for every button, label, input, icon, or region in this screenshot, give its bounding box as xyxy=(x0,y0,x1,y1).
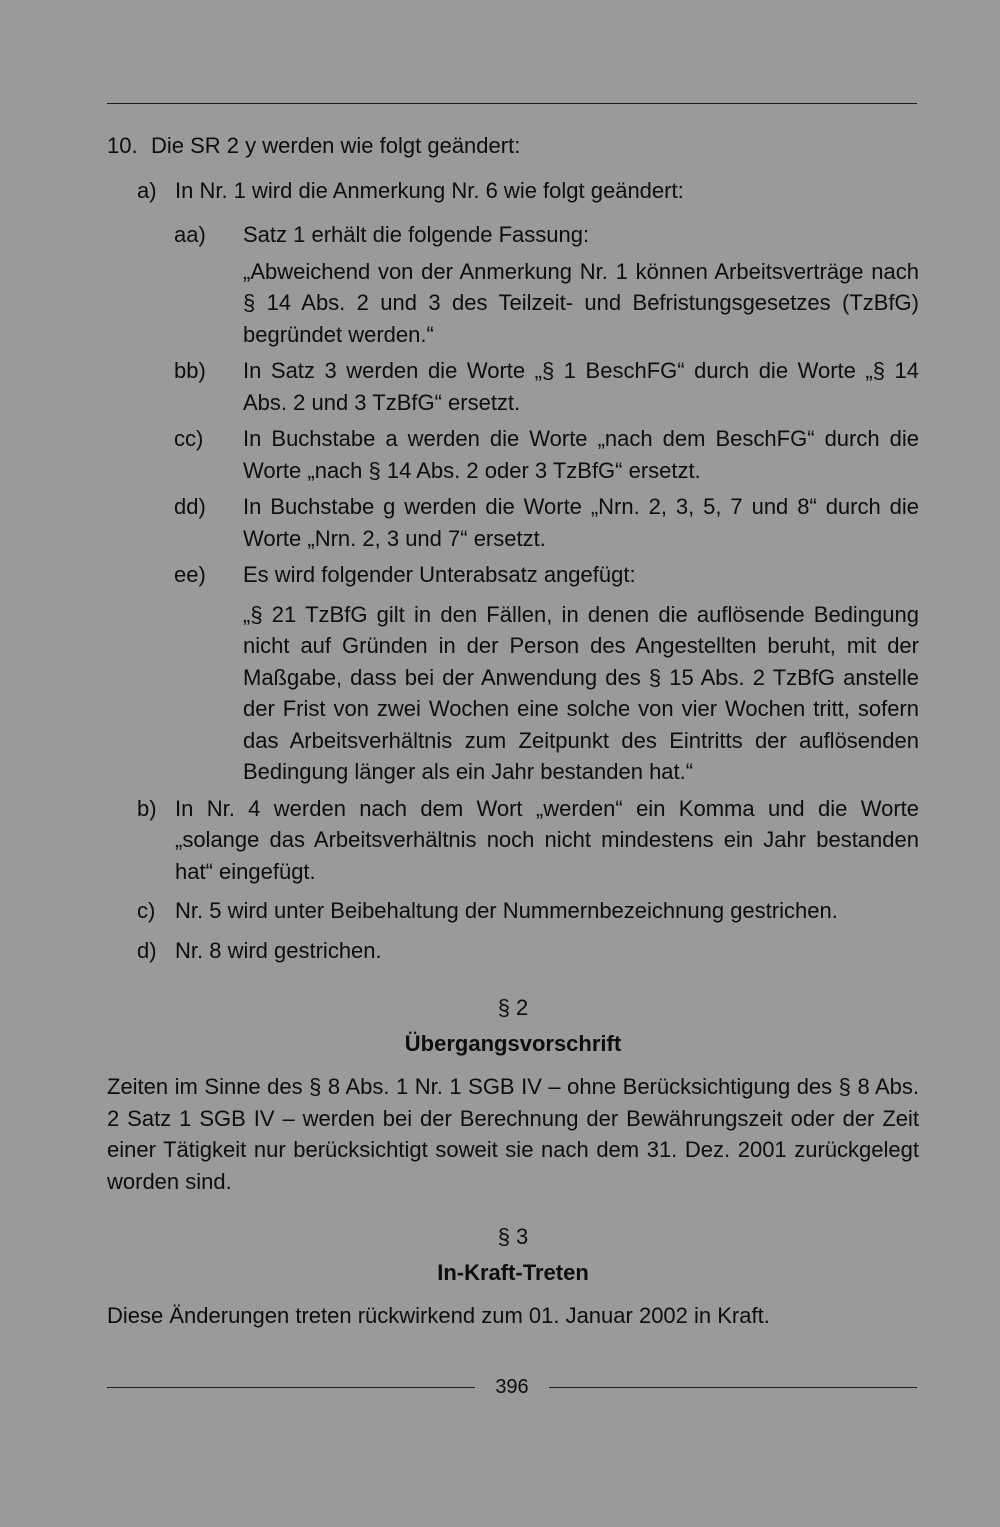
subsubitem-text: Satz 1 erhält die folgende Fassung: xyxy=(243,222,590,247)
quote-ee: „§ 21 TzBfG gilt in den Fällen, in denen die auflösende Bedingung nicht auf Gründen in der Person des Angestellten beruht, mit der Maßgabe, dass bei der Anwendung des § 15 Abs. 2 TzBfG anstelle der Frist von zwei Wochen eine solche von vier Wochen tritt, sofern das Arbeitsverhältnis zum Zeitpunkt des Eintritts der auflösenden Bedingung länger als ein Jahr bestanden hat.“ xyxy=(243,601,919,784)
subitem-label: d) xyxy=(137,937,157,963)
subsubitem-text: Es wird folgender Unterabsatz angefügt: xyxy=(243,562,636,587)
top-rule xyxy=(107,103,917,104)
section-3-sign: § 3 xyxy=(497,1224,529,1249)
item-number: 10. xyxy=(107,133,138,158)
subsubitem-label: dd) xyxy=(174,494,206,519)
subsubitem-text: In Buchstabe a werden die Worte „nach dem BeschFG“ durch die Worte „nach § 14 Abs. 2 oder 3 TzBfG“ ersetzt. xyxy=(243,426,919,483)
section-3-text: Diese Änderungen treten rückwirkend zum 01. Januar 2002 in Kraft. xyxy=(107,1303,770,1328)
subsubitem-label: cc) xyxy=(174,426,204,451)
subsubitem-aa xyxy=(107,219,919,251)
section-2-text: Zeiten im Sinne des § 8 Abs. 1 Nr. 1 SGB IV – ohne Berücksichtigung des § 8 Abs. 2 Satz 1 SGB IV – werden bei der Berechnung der Bewährungszeit oder der Zeit einer Tätigkeit nur berücksichtigt soweit sie nach dem 31. Dez. 2001 zurückgelegt worden sind. xyxy=(107,1074,919,1194)
subitem-text: In Nr. 1 wird die Anmerkung Nr. 6 wie folgt geändert: xyxy=(175,177,684,203)
section-3-heading: In-Kraft-Treten xyxy=(437,1259,589,1285)
subitem-text: Nr. 5 wird unter Beibehaltung der Nummernbezeichnung gestrichen. xyxy=(175,898,838,923)
subsubitem-label: aa) xyxy=(174,222,206,247)
item-10 xyxy=(107,130,919,162)
footer-rule-right xyxy=(549,1387,917,1388)
section-2-sign: § 2 xyxy=(497,995,529,1020)
subitem-text: In Nr. 4 werden nach dem Wort „werden“ ein Komma und die Worte „solange das Arbeitsverhältnis noch nicht mindestens ein Jahr bestanden hat“ eingefügt. xyxy=(175,795,919,884)
subsubitem-label: ee) xyxy=(174,562,206,587)
subsubitem-ee xyxy=(107,559,919,591)
subitem-a xyxy=(107,175,919,207)
subitem-label: c) xyxy=(137,898,156,923)
item-intro: Die SR 2 y werden wie folgt geändert: xyxy=(151,133,521,158)
subitem-b xyxy=(107,793,919,888)
subsubitem-text: In Satz 3 werden die Worte „§ 1 BeschFG“ durch die Worte „§ 14 Abs. 2 und 3 TzBfG“ ersetzt. xyxy=(243,358,919,415)
subsubitem-label: bb) xyxy=(174,358,206,383)
subitem-label: b) xyxy=(137,795,157,821)
subitem-d xyxy=(107,935,919,967)
quote-aa: „Abweichend von der Anmerkung Nr. 1 können Arbeitsverträge nach § 14 Abs. 2 und 3 des Teilzeit- und Befristungsgesetzes (TzBfG) begründet werden.“ xyxy=(243,258,919,347)
subsubitem-cc xyxy=(107,423,919,486)
page-content xyxy=(107,130,919,1332)
subitem-c xyxy=(107,895,919,927)
page-number: 396 xyxy=(495,1375,529,1398)
subsubitem-dd xyxy=(107,491,919,554)
footer-rule-left xyxy=(107,1387,475,1388)
subitem-label: a) xyxy=(137,177,157,203)
subsubitem-text: In Buchstabe g werden die Worte „Nrn. 2, 3, 5, 7 und 8“ durch die Worte „Nrn. 2, 3 und 7“ ersetzt. xyxy=(243,494,919,551)
subitem-text: Nr. 8 wird gestrichen. xyxy=(175,937,382,963)
section-2-heading: Übergangsvorschrift xyxy=(404,1030,622,1056)
subsubitem-bb xyxy=(107,355,919,418)
page-footer xyxy=(107,1372,917,1402)
